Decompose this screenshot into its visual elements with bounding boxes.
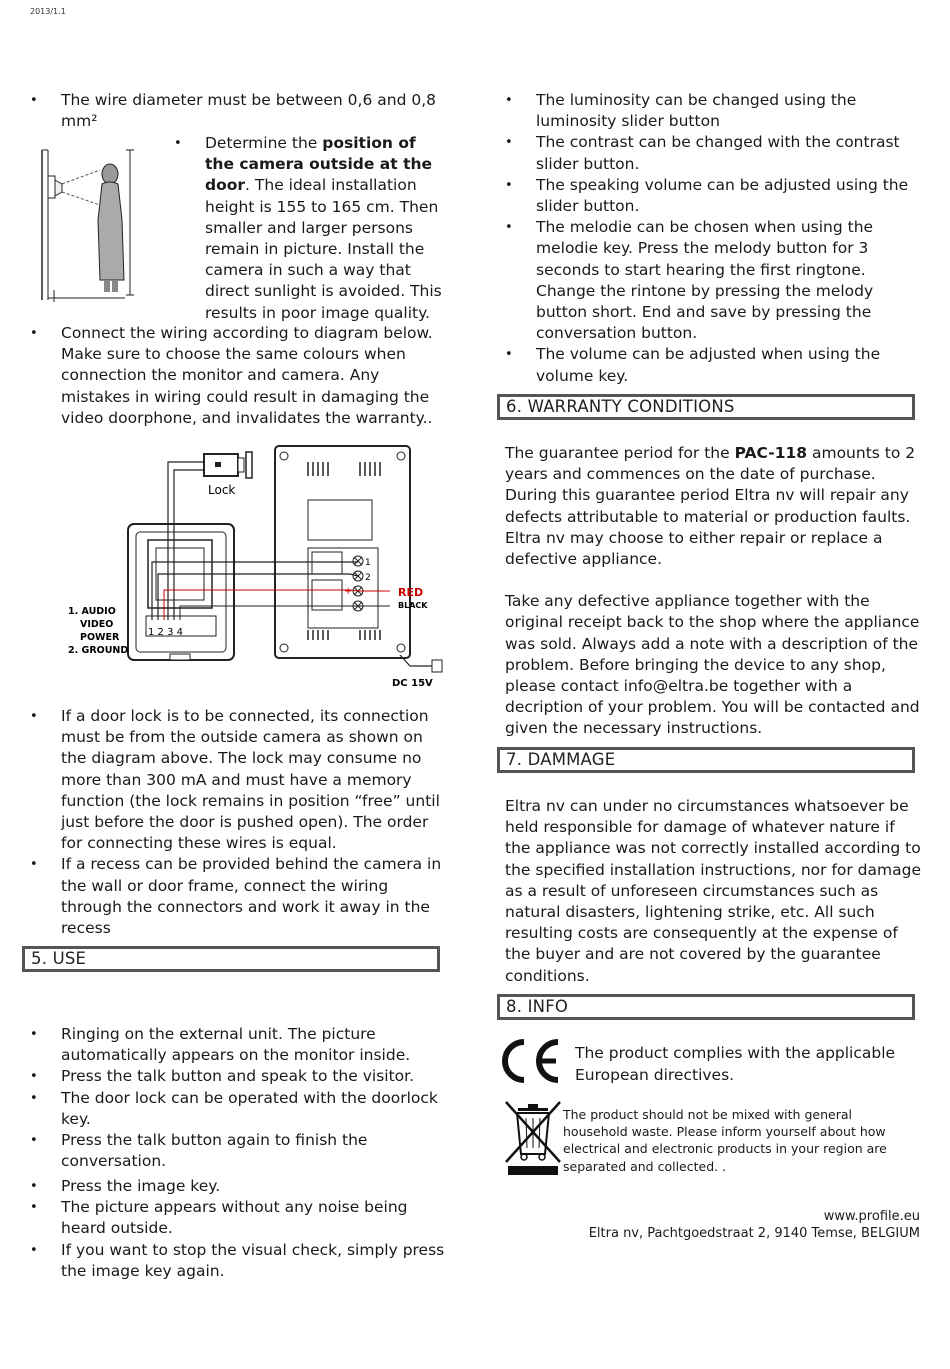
list-item: • The luminosity can be changed using the luminosity slider button bbox=[505, 90, 923, 132]
power-label: POWER bbox=[80, 632, 120, 643]
settings-section bbox=[505, 90, 923, 387]
list-item: • Ringing on the external unit. The picture automatically appears on the monitor inside. bbox=[30, 1024, 450, 1066]
weee-bin-icon bbox=[504, 1100, 562, 1178]
damage-heading: 7. DAMMAGE bbox=[497, 747, 915, 773]
wire-diameter-bullet: • The wire diameter must be between 0,6 and 0,8 mm² bbox=[30, 90, 450, 132]
lock-section bbox=[30, 706, 450, 939]
wiring-section bbox=[30, 323, 450, 429]
wire-diameter-section bbox=[30, 90, 450, 132]
use-heading: 5. USE bbox=[22, 946, 440, 972]
wiring-diagram bbox=[60, 440, 460, 690]
list-item: • If you want to stop the visual check, simply press the image key again. bbox=[30, 1240, 450, 1282]
ce-text: The product complies with the applicable European directives. bbox=[575, 1044, 896, 1084]
list-item: • The volume can be adjusted when using the volume key. bbox=[505, 344, 923, 386]
video-label: VIDEO bbox=[80, 619, 114, 630]
warranty-section bbox=[505, 443, 923, 740]
black-wire-label: BLACK bbox=[398, 601, 428, 610]
damage-paragraph: Eltra nv can under no circumstances whatsoever be held responsible for damage of whatever nature if the appliance was not correctly installed according to the specified installation instructions, nor for damage as a result of unforeseen circumstances such as natural disasters, lightening strike, etc. All such resulting costs are consequently at the expense of the buyer and are not covered by the guarantee conditions. bbox=[505, 797, 921, 985]
camera-position-section bbox=[174, 133, 450, 324]
lock-label: Lock bbox=[208, 483, 236, 497]
terminal-1-label: 1 bbox=[365, 558, 371, 568]
document-version: 2013/1.1 bbox=[30, 7, 66, 16]
installation-height-illustration bbox=[30, 140, 160, 305]
plus-label: + bbox=[344, 586, 353, 597]
list-item: • Press the talk button and speak to the visitor. bbox=[30, 1066, 450, 1087]
minus-label: - bbox=[344, 601, 348, 612]
info-heading: 8. INFO bbox=[497, 994, 915, 1020]
wiring-bullet: • Connect the wiring according to diagram below. Make sure to choose the same colours when connection the monitor and camera. Any mistakes in wiring could result in damaging the video doorphone, and invalidates the warranty.. bbox=[30, 323, 450, 429]
warranty-heading: 6. WARRANTY CONDITIONS bbox=[497, 394, 915, 420]
product-code: PAC-118 bbox=[734, 444, 808, 462]
address-text: Eltra nv, Pachtgoedstraat 2, 9140 Temse, BELGIUM bbox=[588, 1226, 920, 1241]
terminal-2-label: 2 bbox=[365, 573, 371, 583]
camera-position-emphasis: position of the camera outside at the door bbox=[205, 134, 433, 195]
damage-section bbox=[505, 796, 923, 987]
list-item: • The melodie can be chosen when using the melodie key. Press the melody button for 3 seconds to start hearing the first ringtone. Change the rintone by pressing the melody button short. End and save by pressing the conversation button. bbox=[505, 217, 923, 344]
image-check-section bbox=[30, 1176, 450, 1282]
list-item: • The picture appears without any noise being heard outside. bbox=[30, 1197, 450, 1239]
ground-label: 2. GROUND bbox=[68, 645, 129, 656]
weee-text: The product should not be mixed with general household waste. Please inform yourself about how electrical and electronic products in your region are separated and collected. . bbox=[563, 1107, 887, 1174]
list-item: • If a door lock is to be connected, its connection must be from the outside camera as shown on the diagram above. The lock may consume no more than 300 mA and must have a memory function (the lock remains in position “free” until just before the door is pushed open). The order for connecting these wires is equal. bbox=[30, 706, 450, 854]
list-item: • The contrast can be changed with the contrast slider button. bbox=[505, 132, 923, 174]
audio-label: 1. AUDIO bbox=[68, 606, 116, 617]
list-item: • If a recess can be provided behind the camera in the wall or door frame, connect the wiring through the connectors and work it away in the recess bbox=[30, 854, 450, 939]
footer bbox=[589, 1208, 920, 1242]
terminal-numbers: 1 2 3 4 bbox=[148, 627, 183, 638]
list-item: • The door lock can be operated with the doorlock key. bbox=[30, 1088, 450, 1130]
use-section bbox=[30, 1024, 450, 1172]
list-item: • Press the talk button again to finish the conversation. bbox=[30, 1130, 450, 1172]
website-text: www.profile.eu bbox=[823, 1209, 920, 1224]
camera-position-bullet: • Determine the position of the camera outside at the door. The ideal installation height is 155 to 165 cm. Then smaller and larger persons remain in picture. Install the camera in such a way that direct sunlight is avoided. This results in poor image quality. bbox=[174, 133, 450, 324]
list-item: • The speaking volume can be adjusted using the slider button. bbox=[505, 175, 923, 217]
ce-mark-icon bbox=[498, 1038, 562, 1084]
dc-power-label: DC 15V bbox=[392, 678, 433, 689]
warranty-paragraph-2: Take any defective appliance together with the original receipt back to the shop where the appliance was sold. Always add a note with a description of the problem. Before bringing the device to any shop, please contact info@eltra.be together with a decription of your problem. You will be contacted and given the necessary instructions. bbox=[505, 592, 920, 738]
red-wire-label: RED bbox=[398, 586, 424, 599]
list-item: • Press the image key. bbox=[30, 1176, 450, 1197]
warranty-paragraph-1: The guarantee period for the PAC-118 amounts to 2 years and commences on the date of purchase. During this guarantee period Eltra nv will repair any defects attributable to material or production faults. Eltra nv may choose to either repair or replace a defective appliance. bbox=[505, 444, 916, 569]
